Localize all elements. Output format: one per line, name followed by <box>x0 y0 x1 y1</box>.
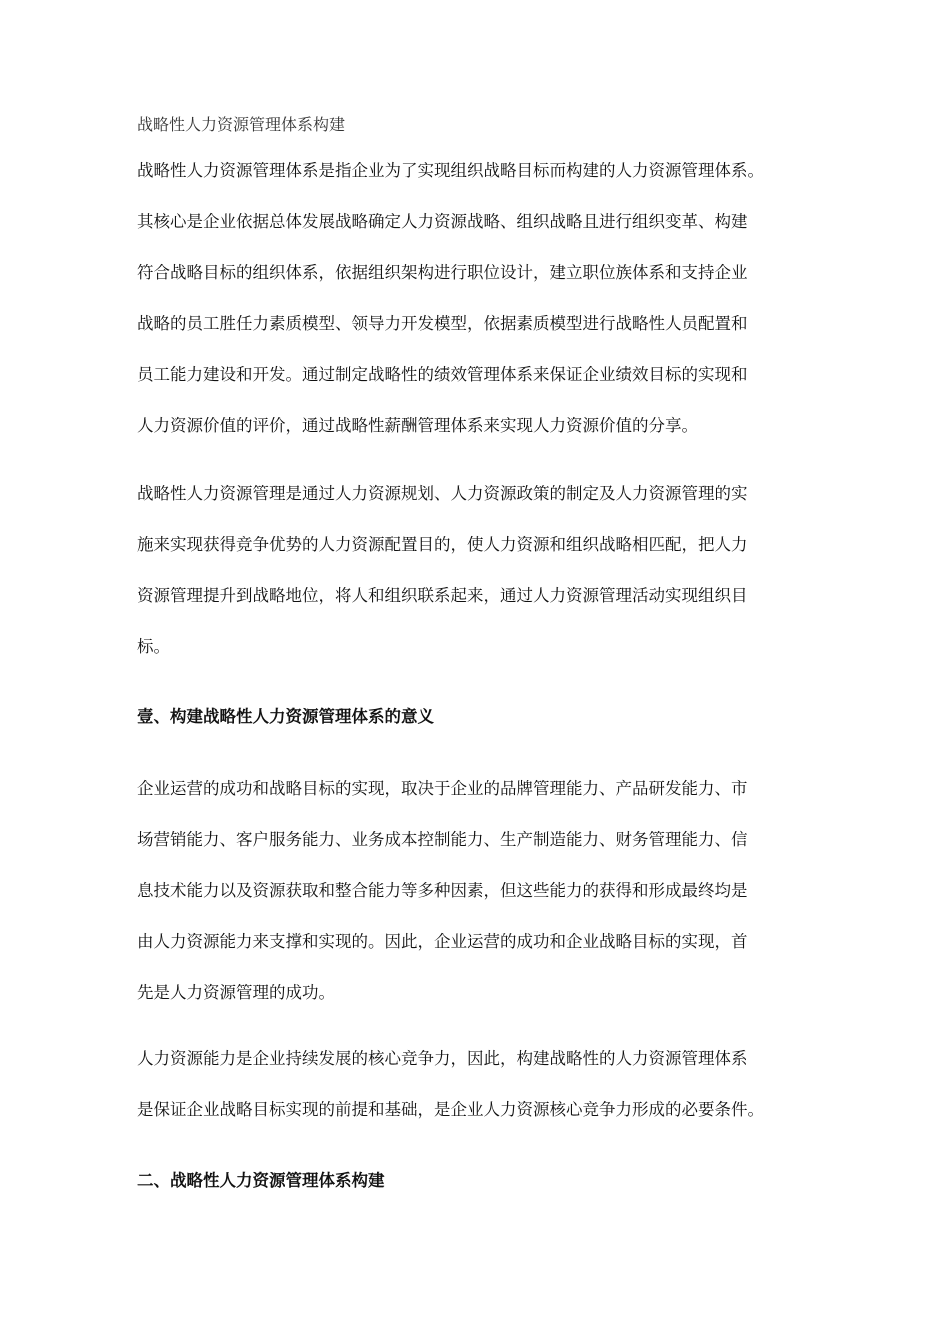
section-heading-construction: 二、战略性人力资源管理体系构建 <box>137 1171 385 1190</box>
paragraph-line: 战略性人力资源管理是通过人力资源规划、人力资源政策的制定及人力资源管理的实 <box>137 484 748 503</box>
paragraph-capabilities <box>137 763 837 1018</box>
paragraph-line: 施来实现获得竞争优势的人力资源配置目的，使人力资源和组织战略相匹配，把人力 <box>137 535 748 554</box>
paragraph-line: 标。 <box>137 637 170 656</box>
paragraph-line: 息技术能力以及资源获取和整合能力等多种因素，但这些能力的获得和形成最终均是 <box>137 881 748 900</box>
document-title: 战略性人力资源管理体系构建 <box>137 115 346 134</box>
paragraph-line: 资源管理提升到战略地位，将人和组织联系起来，通过人力资源管理活动实现组织目 <box>137 586 748 605</box>
paragraph-line: 符合战略目标的组织体系，依据组织架构进行职位设计，建立职位族体系和支持企业 <box>137 263 748 282</box>
paragraph-core-competence <box>137 1033 837 1135</box>
paragraph-line: 是保证企业战略目标实现的前提和基础，是企业人力资源核心竞争力形成的必要条件。 <box>137 1100 764 1119</box>
section-heading-significance: 壹、构建战略性人力资源管理体系的意义 <box>137 707 434 726</box>
paragraph-line: 战略性人力资源管理体系是指企业为了实现组织战略目标而构建的人力资源管理体系。 <box>137 161 764 180</box>
paragraph-line: 员工能力建设和开发。通过制定战略性的绩效管理体系来保证企业绩效目标的实现和 <box>137 365 748 384</box>
paragraph-definition <box>137 145 837 451</box>
paragraph-line: 先是人力资源管理的成功。 <box>137 983 335 1002</box>
paragraph-purpose <box>137 468 837 672</box>
paragraph-line: 其核心是企业依据总体发展战略确定人力资源战略、组织战略且进行组织变革、构建 <box>137 212 748 231</box>
paragraph-line: 人力资源能力是企业持续发展的核心竞争力，因此，构建战略性的人力资源管理体系 <box>137 1049 748 1068</box>
paragraph-line: 场营销能力、客户服务能力、业务成本控制能力、生产制造能力、财务管理能力、信 <box>137 830 748 849</box>
paragraph-line: 由人力资源能力来支撑和实现的。因此，企业运营的成功和企业战略目标的实现，首 <box>137 932 748 951</box>
paragraph-line: 战略的员工胜任力素质模型、领导力开发模型，依据素质模型进行战略性人员配置和 <box>137 314 748 333</box>
paragraph-line: 人力资源价值的评价，通过战略性薪酬管理体系来实现人力资源价值的分享。 <box>137 416 698 435</box>
paragraph-line: 企业运营的成功和战略目标的实现，取决于企业的品牌管理能力、产品研发能力、市 <box>137 779 748 798</box>
